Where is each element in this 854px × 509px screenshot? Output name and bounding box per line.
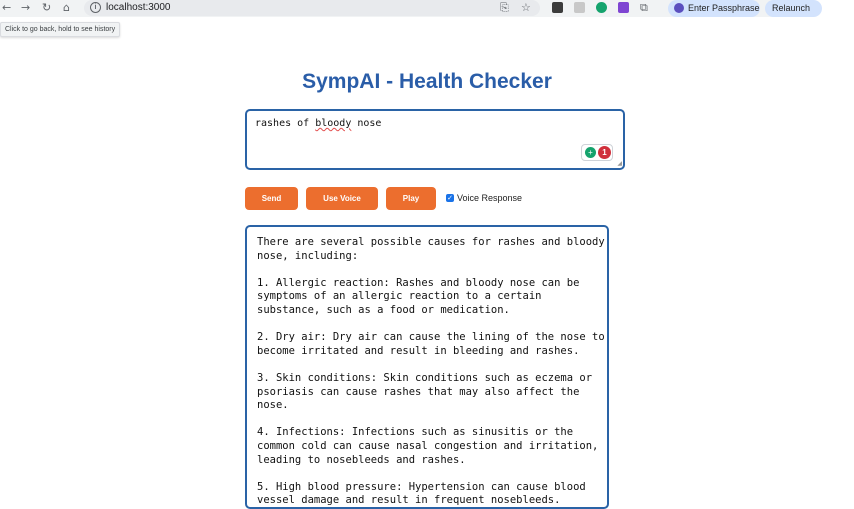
forward-arrow-icon[interactable]: → xyxy=(21,1,31,14)
grammarly-issue-count[interactable]: 1 xyxy=(598,146,611,159)
profile-passphrase-label: Enter Passphrase xyxy=(688,3,760,13)
response-box[interactable] xyxy=(245,225,609,509)
send-button[interactable]: Send xyxy=(245,187,298,210)
play-button[interactable]: Play xyxy=(386,187,436,210)
browser-toolbar xyxy=(0,0,811,17)
relaunch-label: Relaunch xyxy=(772,3,811,13)
response-text: There are several possible causes for rashes and bloody nose, including: 1. Allergic reaction: Rashes and bloody nose can be symptoms of an allergic reaction to a certain substance, such as a food or medication. 2. Dry air: Dry air can cause the lining of the nose to become irritated and result in bleeding and rashes. 3. Skin conditions: Skin conditions such as eczema or psoriasis can cause rashes that may also affect the nose. 4. Infections: Infections such as sinusitis or the common cold can cause nasal congestion and irritation, leading to nosebleeds and rashes. 5. High blood pressure: Hypertension can cause blood vessel damage and result in frequent nosebleeds. xyxy=(257,236,605,507)
resize-handle-icon[interactable]: ◢ xyxy=(617,161,622,167)
relaunch-button[interactable] xyxy=(765,0,822,17)
grammarly-icon[interactable] xyxy=(596,2,607,13)
bookmark-star-icon[interactable]: ☆ xyxy=(521,1,531,14)
address-bar[interactable] xyxy=(84,0,540,16)
extensions-puzzle-icon[interactable]: ⧉ xyxy=(640,1,648,14)
url-text[interactable]: localhost:3000 xyxy=(106,2,171,13)
symptom-input[interactable] xyxy=(245,109,625,170)
reload-icon[interactable]: ↻ xyxy=(42,1,52,14)
use-voice-button[interactable]: Use Voice xyxy=(306,187,378,210)
symptom-input-text[interactable]: rashes of bloody nose xyxy=(255,118,382,129)
voice-response-label: Voice Response xyxy=(457,193,523,203)
grammarly-suggestion-icon[interactable]: + xyxy=(585,147,596,158)
home-icon[interactable]: ⌂ xyxy=(63,1,70,14)
profile-passphrase-button[interactable] xyxy=(668,0,760,17)
install-app-icon[interactable]: ⎘ xyxy=(500,1,509,14)
page-title: SympAI - Health Checker xyxy=(302,70,552,93)
extension-s-icon[interactable] xyxy=(574,2,585,13)
back-button-tooltip: Click to go back, hold to see history xyxy=(0,22,120,37)
slack-icon[interactable] xyxy=(552,2,563,13)
voice-response-checkbox[interactable]: ✓ xyxy=(447,194,453,202)
extension-b-icon[interactable] xyxy=(618,2,629,13)
grammarly-widget[interactable] xyxy=(581,144,613,161)
misspelled-word[interactable]: bloody xyxy=(315,118,352,129)
profile-avatar-icon xyxy=(674,3,684,13)
back-arrow-icon[interactable]: ← xyxy=(2,1,12,14)
site-info-icon[interactable]: i xyxy=(90,2,101,13)
